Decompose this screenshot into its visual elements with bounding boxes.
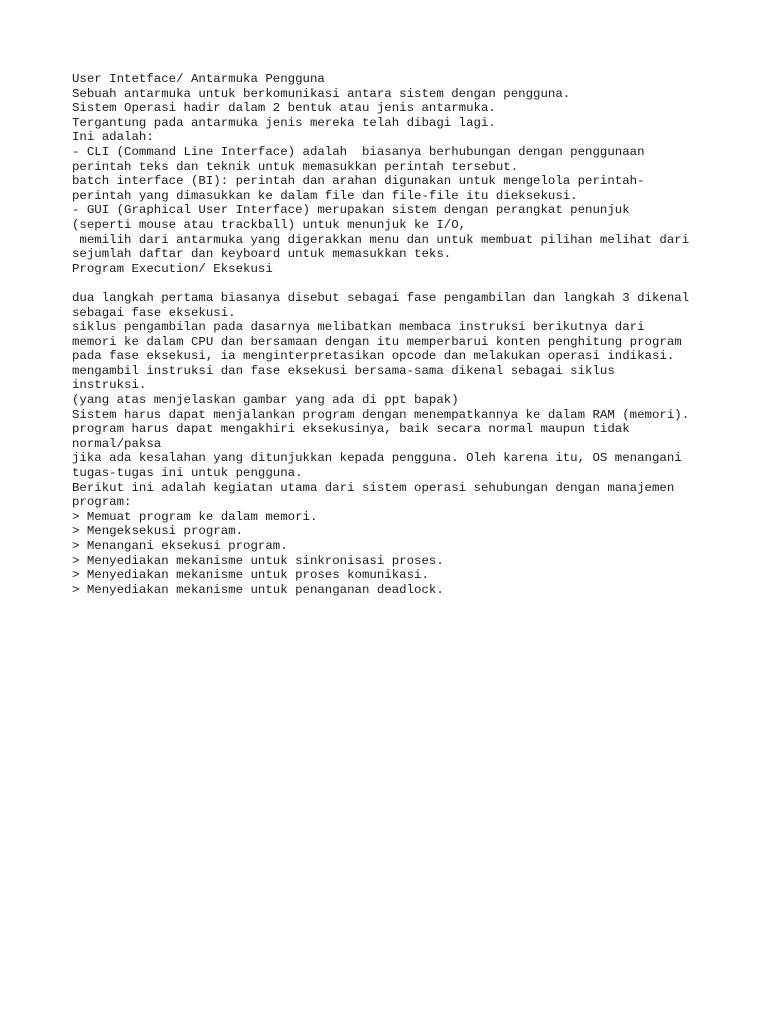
text-line: Sebuah antarmuka untuk berkomunikasi antara sistem dengan pengguna. — [72, 86, 571, 101]
list-item: > Menyediakan mekanisme untuk penanganan deadlock. — [72, 582, 444, 597]
text-line: program harus dapat mengakhiri eksekusinya, baik secara normal maupun tidak — [72, 422, 630, 437]
text-line: Berikut ini adalah kegiatan utama dari sistem operasi sehubungan dengan manajemen — [72, 480, 675, 495]
text-line: tugas-tugas ini untuk pengguna. — [72, 466, 303, 481]
text-line: siklus pengambilan pada dasarnya melibatkan membaca instruksi berikutnya dari — [72, 320, 645, 335]
text-line: Sistem Operasi hadir dalam 2 bentuk atau jenis antarmuka. — [72, 101, 496, 116]
text-line: jika ada kesalahan yang ditunjukkan kepada pengguna. Oleh karena itu, OS menangani — [72, 451, 682, 466]
list-item: > Menyediakan mekanisme untuk proses komunikasi. — [72, 568, 429, 583]
text-line: program: — [72, 495, 132, 510]
text-line: Sistem harus dapat menjalankan program dengan menempatkannya ke dalam RAM (memori). — [72, 407, 690, 422]
text-line: perintah yang dimasukkan ke dalam file dan file-file itu dieksekusi. — [72, 188, 578, 203]
text-line: - GUI (Graphical User Interface) merupakan sistem dengan perangkat penunjuk — [72, 203, 630, 218]
text-line: instruksi. — [72, 378, 147, 393]
text-line: (yang atas menjelaskan gambar yang ada di ppt bapak) — [72, 393, 459, 408]
text-line: perintah teks dan teknik untuk memasukkan perintah tersebut. — [72, 159, 519, 174]
text-line: pada fase eksekusi, ia menginterpretasikan opcode dan melakukan operasi indikasi. — [72, 349, 675, 364]
heading-user-interface: User Intetface/ Antarmuka Pengguna — [72, 72, 325, 86]
text-line: mengambil instruksi dan fase eksekusi bersama-sama dikenal sebagai siklus — [72, 363, 615, 378]
list-item: > Memuat program ke dalam memori. — [72, 509, 318, 524]
text-line: memilih dari antarmuka yang digerakkan menu dan untuk membuat pilihan melihat dari — [72, 232, 690, 247]
text-line: - CLI (Command Line Interface) adalah biasanya berhubungan dengan penggunaan — [72, 144, 645, 159]
text-line: dua langkah pertama biasanya disebut sebagai fase pengambilan dan langkah 3 dikenal — [72, 290, 690, 305]
list-item: > Menyediakan mekanisme untuk sinkronisasi proses. — [72, 553, 444, 568]
heading-program-execution: Program Execution/ Eksekusi — [72, 261, 273, 276]
text-line: sebagai fase eksekusi. — [72, 305, 236, 320]
text-line: memori ke dalam CPU dan bersamaan dengan itu memperbarui konten penghitung program — [72, 334, 682, 349]
text-line: Ini adalah: — [72, 130, 154, 145]
text-line: (seperti mouse atau trackball) untuk menunjuk ke I/O, — [72, 217, 467, 232]
document-body — [72, 72, 732, 597]
text-line: sejumlah daftar dan keyboard untuk memasukkan teks. — [72, 247, 452, 262]
text-line: Tergantung pada antarmuka jenis mereka telah dibagi lagi. — [72, 115, 496, 130]
text-line: batch interface (BI): perintah dan arahan digunakan untuk mengelola perintah- — [72, 174, 645, 189]
list-item: > Mengeksekusi program. — [72, 524, 244, 539]
text-line: normal/paksa — [72, 436, 162, 451]
list-item: > Menangani eksekusi program. — [72, 539, 288, 553]
blank-line — [72, 276, 732, 291]
